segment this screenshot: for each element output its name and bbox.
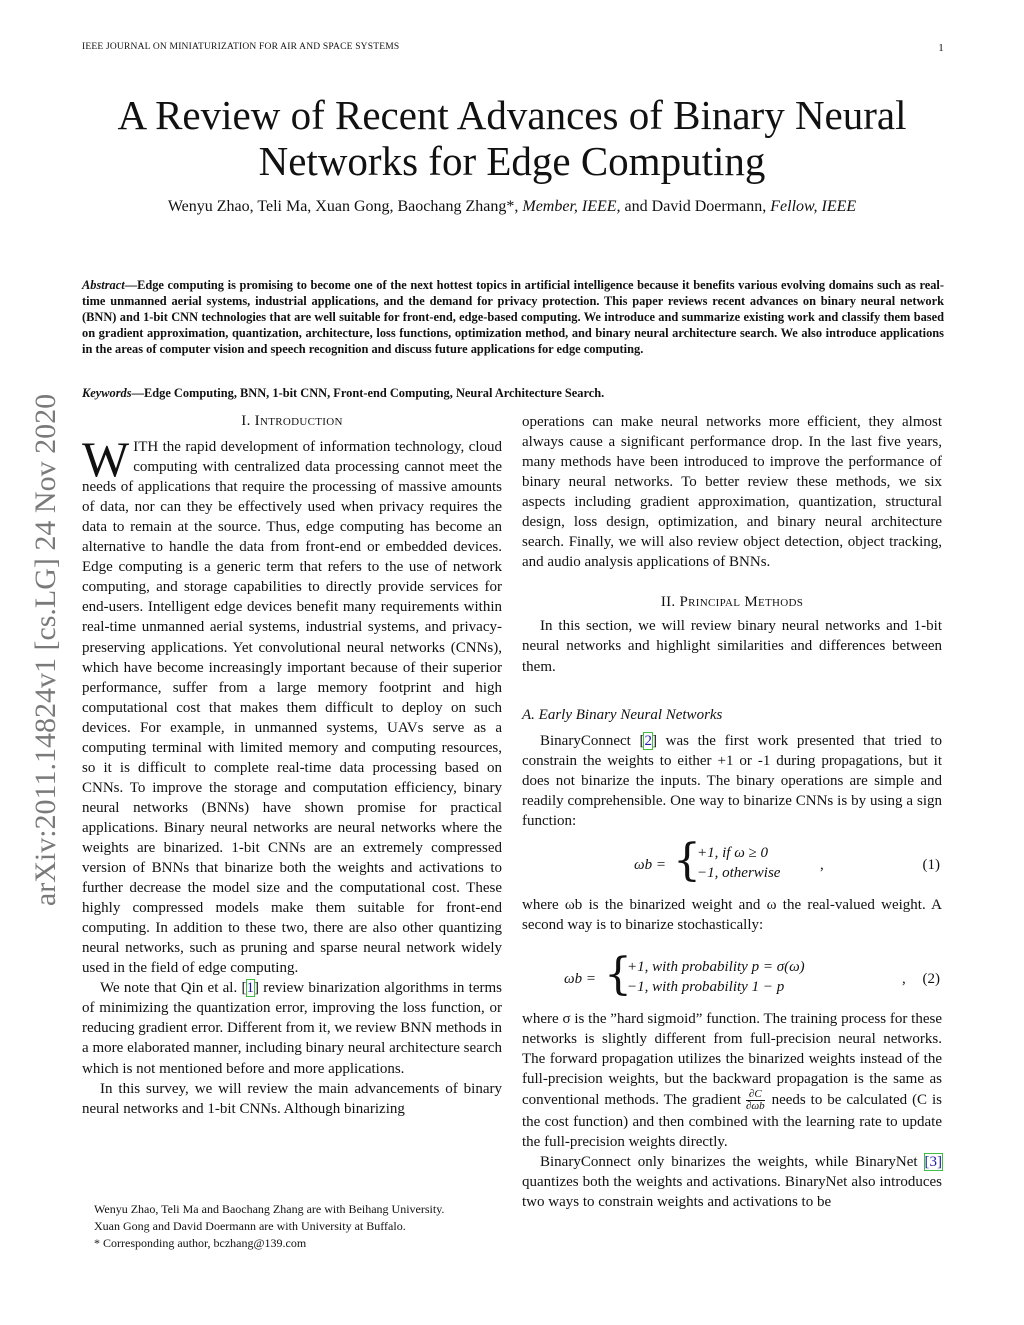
author-names: Wenyu Zhao, Teli Ma, Xuan Gong, Baochang Zhang*, xyxy=(167,198,519,215)
sign-function-explanation: where ωb is the binarized weight and ω the real-valued weight. A second way is to binarize stochastically: xyxy=(522,896,942,933)
arxiv-stamp xyxy=(26,350,66,950)
binarynet-paragraph xyxy=(522,1152,942,1212)
training-process-paragraph xyxy=(522,1009,942,1152)
intro-paragraph-2-text-a: We note that Qin et al. [ xyxy=(100,980,247,997)
footnote-corresponding: * Corresponding author, bczhang@139.com xyxy=(94,1236,307,1250)
equation-2 xyxy=(522,948,942,1007)
section-heading-principal-methods: II. Principal Methods xyxy=(660,594,804,611)
binarynet-text-a: BinaryConnect only binarizes the weights, while BinaryNet xyxy=(540,1154,918,1171)
equation-1 xyxy=(522,834,942,891)
title-line-2: Networks for Edge Computing xyxy=(258,138,766,184)
binaryconnect-text-a: BinaryConnect [ xyxy=(540,732,645,749)
intro-paragraph-1 xyxy=(82,431,502,978)
journal-name: IEEE JOURNAL ON MINIATURIZATION FOR AIR AND SPACE SYSTEMS xyxy=(82,42,400,52)
title-line-1: A Review of Recent Advances of Binary Neural xyxy=(117,92,907,138)
abstract xyxy=(82,277,944,357)
running-header xyxy=(82,42,944,56)
equation-1-case-2: −1, otherwise xyxy=(697,864,781,881)
citation-link-1[interactable]: 1 xyxy=(246,980,254,997)
keywords-text: —Edge Computing, BNN, 1-bit CNN, Front-end Computing, Neural Architecture Search. xyxy=(131,386,605,400)
footnote xyxy=(82,1201,512,1252)
author-membership: Member, IEEE, xyxy=(522,198,621,215)
equation-1-number: (1) xyxy=(922,856,940,873)
footnote-affiliation-2: Xuan Gong and David Doermann are with University at Buffalo. xyxy=(94,1219,406,1233)
citation-link-3[interactable]: [3] xyxy=(924,1154,942,1171)
training-process-text-b: needs to be calculated (C is the cost function) and then combined with the learning rate to update the full-precision weights directly. xyxy=(522,1092,942,1151)
right-paragraph-1: operations can make neural networks more efficient, they almost always cause a significant performance drop. In the last five years, many methods have been introduced to improve the performance of binary neural networks. To better review these methods, we six aspects including gradient approximation, quantization, structural design, loss design, optimization, and binary neural architecture search. Finally, we will also review object detection, object tracking, and audio analysis applications of BNNs. xyxy=(522,414,942,571)
abstract-label: Abstract xyxy=(82,278,125,292)
drop-cap: W xyxy=(82,431,130,488)
intro-paragraph-2 xyxy=(82,978,502,1078)
keywords xyxy=(82,386,944,401)
equation-1-brace: { xyxy=(673,834,701,886)
equation-2-number: (2) xyxy=(922,970,940,987)
right-column xyxy=(522,412,942,1212)
intro-paragraph-2-text-b: ] review binarization algorithms in terms of minimizing the quantization error, improving the loss function, or reducing gradient error. Different from it, we review BNN methods in a more elaborated manner, including binary neural architecture search which is not mentioned before and more applications. xyxy=(82,980,502,1077)
equation-1-case-1: +1, if ω ≥ 0 xyxy=(697,844,769,861)
intro-paragraph-3: In this survey, we will review the main advancements of binary neural networks and 1-bit CNNs. Although binarizing xyxy=(82,1080,502,1117)
binaryconnect-text-b: ] was the first work presented that tried to constrain the weights to either +1 or -1 during propagations, but it does not binarize the inputs. The binary operations are simple and readily comprehensible. One way to binarize CNNs is by using a sign function: xyxy=(522,732,942,829)
binarynet-text-b: quantizes both the weights and activations. BinaryNet also introduces two ways to constrain weights and activations to be xyxy=(522,1174,942,1211)
equation-1-comma: , xyxy=(820,856,824,873)
gradient-denominator: ∂ωb xyxy=(745,1100,765,1113)
equation-1-lhs: ωb = xyxy=(634,856,666,873)
page-number: 1 xyxy=(938,42,944,54)
paper-title xyxy=(60,92,964,184)
equation-2-case-1: +1, with probability p = σ(ω) xyxy=(627,958,805,975)
equation-2-brace: { xyxy=(604,948,632,1000)
gradient-numerator: ∂C xyxy=(746,1089,765,1101)
keywords-label: Keywords xyxy=(82,386,132,400)
training-process-text-a: where σ is the ”hard sigmoid” function. The training process for these networks is slightly different from full-precision neural networks. The forward propagation utilizes the binarized weights instead of the full-precision weights, but the backward propagation is the same as conventional methods. The gradient xyxy=(522,1010,942,1109)
subsection-heading-early-bnn: A. Early Binary Neural Networks xyxy=(522,706,723,723)
equation-2-case-2: −1, with probability 1 − p xyxy=(627,978,785,995)
left-column xyxy=(82,411,502,1119)
gradient-fraction xyxy=(746,1089,765,1112)
equation-2-comma: , xyxy=(902,970,906,987)
author-fellowship: Fellow, IEEE xyxy=(770,198,857,215)
author-last: and David Doermann, xyxy=(624,198,767,215)
footnote-affiliation-1: Wenyu Zhao, Teli Ma and Baochang Zhang are with Beihang University. xyxy=(94,1202,445,1216)
arxiv-identifier: arXiv:2011.14824v1 [cs.LG] 24 Nov 2020 xyxy=(29,393,62,907)
intro-paragraph-1-text: ITH the rapid development of information technology, cloud computing with centralized data processing cannot meet the needs of applications that require the processing of massive amounts of data, nor can they be effectively used when privacy requires the data to remain at the source. Thus, edge computing has become an alternative to handle the data from front-end or embedded devices. Edge computing is a generic term that refers to the use of network computing, and storage capabilities to directly provide services for end-users. Intelligent edge devices benefit many requirements within real-time unmanned aerial systems, industrial systems, and privacy-preserving applications. Yet convolutional neural networks (CNNs), which have become increasingly important because of their superior performance, suffer from a large memory footprint and high computational cost that makes them difficult to deploy on such devices. For example, in unmanned systems, UAVs serve as a computing terminal with limited memory and computing resources, so it is difficult to complete real-time data processing based on CNNs. To improve the storage and computation efficiency, binary neural networks (BNNs) have shown promise for practical applications. Binary neural networks are neural networks where the weights are binarized. 1-bit CNNs are an extremely compressed version of BNNs that binarize both the weights and activations to further decrease the model size and the computational cost. These highly compressed models make them suitable for front-end computing. In addition to these two, there are also other quantizing neural networks, such as pruning and sparse neural network widely used in the field of edge computing. xyxy=(82,439,502,977)
author-list xyxy=(40,198,984,216)
equation-2-lhs: ωb = xyxy=(564,970,596,987)
abstract-text: —Edge computing is promising to become one of the next hottest topics in artificial intelligence because it benefits various evolving domains such as real-time unmanned aerial systems, industrial applications, and the demand for privacy protection. This paper reviews recent advances on binary neural network (BNN) and 1-bit CNN technologies that are well suitable for front-end, edge-based computing. We introduce and summarize existing work and classify them based on gradient approximation, quantization, architecture, loss functions, optimization method, and binary neural architecture search. We also introduce applications in the areas of computer vision and speech recognition and discuss future applications for edge computing. xyxy=(82,278,944,356)
binaryconnect-paragraph xyxy=(522,731,942,831)
citation-link-2[interactable]: 2 xyxy=(644,732,652,749)
principal-methods-intro: In this section, we will review binary neural networks and 1-bit neural networks and highlight similarities and differences between them. xyxy=(522,618,942,675)
section-heading-introduction: I. Introduction xyxy=(241,413,343,429)
citation-3-number: 3 xyxy=(929,1154,937,1171)
